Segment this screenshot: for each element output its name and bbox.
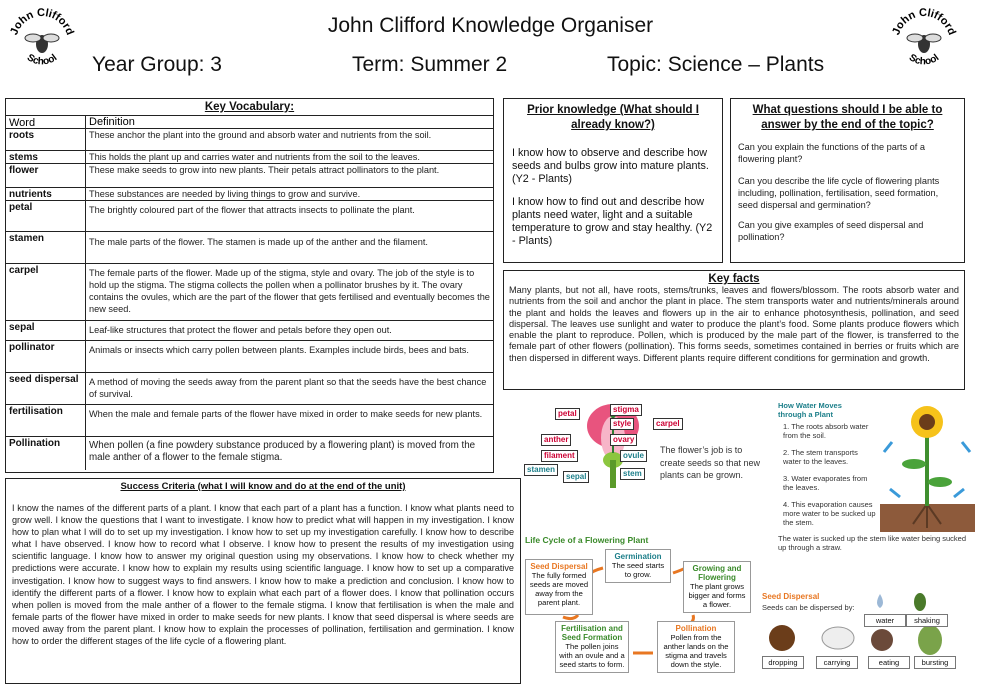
stage-text: The fully formed seeds are moved away from the parent plant. [529,571,589,607]
stage-text: Pollen from the anther lands on the stigma and travels down the style. [663,633,729,669]
stage-text: The pollen joins with an ovule and a seed starts to form. [559,642,625,669]
seed-dispersal-panel [760,588,975,683]
seed-method-dropping: dropping [762,656,804,669]
seed-method-water: water [864,614,906,627]
svg-text:School [907,52,942,67]
success-title: Success Criteria (what I will know and do at the end of the unit) [120,481,406,492]
table-row [6,437,493,470]
success-text: I know the names of the different parts of a plant. I know that each part of a plant has a function. I know what plants need to grow well. I know the questions that I want to investigate. I know how to predict what will happen in my investigation. I know how to plan what I will do to set up my investigation. I know how to set up my investigation carefully. I know how to describe what I have observed. I know how to record what I observe. I know how to present the results of my investigation using scientific language. I know how to answer my original question using my observations. I know how to check whether my predictions were accurate. I know how to explain my results using scientific language. I know how to set up a comparative investigation. I know how to suggest ways to find answers. I know how to make a prediction and conclusion. I know how to identify the different parts of a flower. I know how to explain what each part of a flower does. I know that pollination occurs when pollen is moved from the male anther of a flower to the female stigma. I know that fertilisation is when the male and female parts of the flower have mixed in order to make seeds for new plants. I know that seed dispersal is where seeds are moved away from the parent plant. I know how to explain the processes of pollination, fertilisation and germination. I know how to order the different stages of the life cycle of a flowering plant. [12,503,514,647]
vocab-definition: Animals or insects which carry pollen between plants. Examples include birds, bees and bats. [89,345,469,355]
vocab-word: petal [6,201,86,231]
prior-knowledge-box [503,98,723,263]
table-row [6,201,493,232]
vocab-definition: The male parts of the flower. The stamen is made up of the anther and the filament. [89,237,428,247]
table-row [6,188,493,201]
vocab-definition: The brightly coloured part of the flower that attracts insects to pollinate the plant. [89,205,415,215]
vocab-word: pollinator [6,341,86,372]
water-step-3: 3. Water evaporates from the leaves. [783,474,868,492]
table-row [6,405,493,437]
seed-method-eating: eating [868,656,910,669]
vocab-word: fertilisation [6,405,86,436]
logo-text-top: John Clifford [8,6,76,37]
table-row [6,373,493,405]
life-cycle-diagram [523,533,758,683]
vocab-col-word: Word [6,116,86,128]
label-ovule: ovule [620,450,647,462]
topic: Topic: Science – Plants [607,53,825,76]
key-facts-box [503,270,965,390]
logo-text-bottom: School [906,52,942,68]
stage-name: Germination [614,552,662,561]
questions-title: What questions should I be able to answer by the end of the topic? [752,104,943,131]
vocab-word: stems [6,151,86,163]
questions-box [730,98,965,263]
vocab-word: roots [6,129,86,150]
label-petal: petal [555,408,580,420]
vocab-title: Key Vocabulary: [6,99,493,116]
vocab-definition: These anchor the plant into the ground and absorb water and nutrients from the soil. [89,130,432,140]
stage-name: Growing and Flowering [692,564,742,582]
term: Term: Summer 2 [352,53,508,76]
page-title: John Clifford Knowledge Organiser [327,14,654,37]
stage-name: Fertilisation and Seed Formation [561,624,623,642]
stage-seed-dispersal [525,559,593,615]
water-step-2: 2. The stem transports water to the leaves. [783,448,858,466]
stage-name: Pollination [675,624,717,633]
year-group: Year Group: 3 [92,53,222,76]
prior-title: Prior knowledge (What should I already know?) [527,104,699,131]
label-carpel: carpel [653,418,683,430]
table-row [6,321,493,341]
question-2: Can you describe the life cycle of flowering plants including, pollination, fertilisation, seed formation, seed dispersal and germination? [738,176,940,210]
stage-text: The seed starts to grow. [611,561,665,579]
vocab-definition: The female parts of the flower. Made up of the stigma, style and ovary. The job of the style is to hold up the stigma. The stigma collects the pollen when a pollinator brushes by it. The ovary contains the ovules, which are the part of the flower that gets fertilised and eventually becomes the new seed. [89,268,490,314]
vocab-word: flower [6,164,86,187]
flower-diagram [523,398,768,490]
table-row [6,164,493,188]
label-anther: anther [541,434,571,446]
vocab-word: seed dispersal [6,373,86,404]
vocab-word: nutrients [6,188,86,200]
logo-text-top: John Clifford [890,6,958,37]
vocab-word: carpel [6,264,86,320]
table-row [6,151,493,164]
question-3: Can you give examples of seed dispersal and pollination? [738,220,924,242]
question-1: Can you explain the functions of the parts of a flowering plant? [738,142,925,164]
label-style: style [610,418,634,430]
stage-pollination [657,621,735,673]
label-filament: filament [541,450,578,462]
label-sepal: sepal [563,471,589,483]
vocab-word: Pollination [6,437,86,470]
stage-growing [683,561,751,613]
vocab-definition: These make seeds to grow into new plants. Their petals attract pollinators to the plant. [89,165,440,175]
vocab-word: sepal [6,321,86,340]
vocab-definition: These substances are needed by living things to grow and survive. [89,189,361,199]
vocab-word: stamen [6,232,86,263]
prior-text-2: I know how to find out and describe how plants need water, light and a suitable temperature to grow and stay healthy. (Y2 - Plants) [512,196,713,247]
prior-text-1: I know how to observe and describe how seeds and bulbs grow into mature plants. (Y2 - Plants) [512,147,709,185]
vocab-header-row [6,116,493,129]
flower-caption: The flower’s job is to create seeds so that new plants can be grown. [660,445,761,480]
table-row [6,232,493,264]
stage-fertilisation [555,621,629,673]
stage-text: The plant grows bigger and forms a flower. [688,582,746,609]
key-facts-text: Many plants, but not all, have roots, stems/trunks, leaves and flowers/blossom. The roots absorb water and nutrients from the soil and anchor the plant in place. The stem transports water and nutrients/minerals around the plant and holds the leaves and flowers up in the air to enhance photosynthesis, pollination, and seed dispersal. The leaves use sunlight and water to produce the plant’s food. Some plants produce flowers which enable the plant to reproduce. Pollen, which is produced by the male part of the flower, is transferred to the female part of other flowers (pollination). This forms seeds, sometimes contained in berries or fruits which are then dispersed in different ways. Different plants require different conditions for germination and growth. [509,285,959,363]
key-facts-title: Key facts [708,273,760,285]
vocab-definition: When the male and female parts of the flower have mixed in order to make seeds for new plants. [89,409,483,419]
seed-dispersal-title: Seed Dispersal [762,592,820,601]
table-row [6,264,493,321]
svg-text:School [25,52,60,67]
water-panel-title: How Water Moves through a Plant [778,401,842,419]
vocab-definition: A method of moving the seeds away from the parent plant so that the seeds have the best chance of survival. [89,377,487,399]
success-criteria-box [5,478,521,684]
vocab-definition: When pollen (a fine powdery substance produced by a flowering plant) is moved from the male anther of a flower to the female stigma. [89,440,476,463]
water-movement-panel [775,398,975,558]
table-row [6,341,493,373]
vocab-col-definition: Definition [89,116,135,128]
water-footer: The water is sucked up the stem like water being sucked up through a straw. [778,534,967,552]
seed-method-shaking: shaking [906,614,948,627]
key-vocabulary-table [5,98,494,473]
sunflower-illustration [880,402,975,532]
stage-germination [605,549,671,583]
stage-name: Seed Dispersal [530,562,588,571]
seed-dispersal-subtitle: Seeds can be dispersed by: [762,603,855,612]
table-row [6,129,493,151]
lifecycle-title: Life Cycle of a Flowering Plant [525,535,649,545]
seed-method-bursting: bursting [914,656,956,669]
label-stamen: stamen [524,464,558,476]
water-step-4: 4. This evaporation causes more water to be sucked up the stem. [783,500,876,527]
logo-text-bottom: School [24,52,60,68]
label-stigma: stigma [610,404,642,416]
label-stem: stem [620,468,645,480]
water-step-1: 1. The roots absorb water from the soil. [783,422,869,440]
seed-method-carrying: carrying [816,656,858,669]
label-ovary: ovary [610,434,637,446]
vocab-definition: This holds the plant up and carries water and nutrients from the soil to the leaves. [89,152,420,162]
vocab-definition: Leaf-like structures that protect the flower and petals before they open out. [89,325,392,335]
